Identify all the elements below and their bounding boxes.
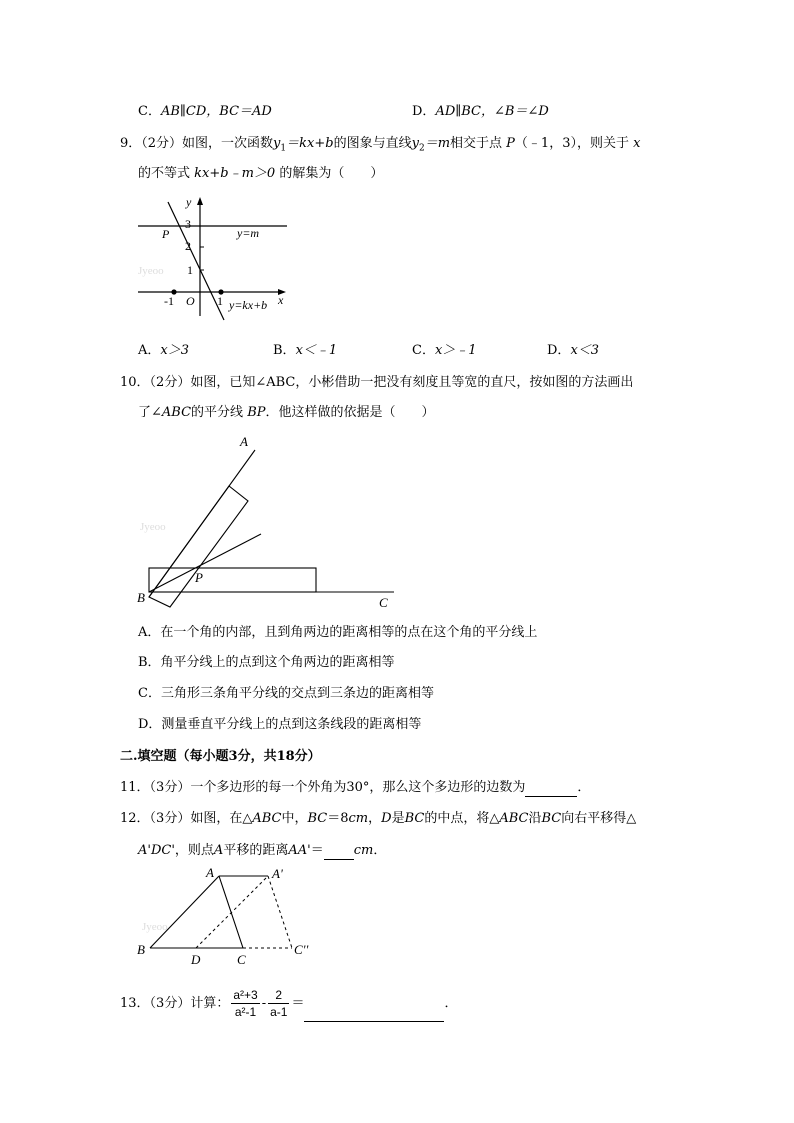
q8-option-d xyxy=(412,103,549,121)
tick-label-1: 1 xyxy=(187,263,193,277)
var: A xyxy=(213,843,224,858)
option-text: AB∥CD，BC＝AD xyxy=(160,104,272,119)
text: ． xyxy=(373,843,387,858)
y-axis-label: y xyxy=(186,195,192,209)
equation: ＝kx+b xyxy=(286,136,334,151)
fraction-denominator: a²-1 xyxy=(234,1005,257,1019)
label-p: P xyxy=(195,570,203,585)
text: 12．（3分）如图，在△ xyxy=(120,811,253,826)
label-a: A xyxy=(206,865,214,880)
bisector-bp xyxy=(149,534,261,592)
fraction-numerator: 2 xyxy=(268,987,289,1004)
var: P xyxy=(506,136,515,151)
text: ． xyxy=(577,780,591,795)
option-label: C． xyxy=(138,104,161,119)
q8-option-c xyxy=(138,103,272,121)
text: 9．（2分）如图，一次函数 xyxy=(120,136,274,151)
option-text: AD∥BC，∠B＝∠D xyxy=(435,104,549,119)
q10-option-d: D．测量垂直平分线上的点到这条线段的距离相等 xyxy=(138,717,422,732)
q10-option-a: A．在一个角的内部，且到角两边的距离相等的点在这个角的平分线上 xyxy=(138,625,538,640)
line-y-kxb xyxy=(168,202,224,320)
q9-figure xyxy=(132,192,297,322)
q11-stem xyxy=(120,779,590,797)
q9-option-c xyxy=(412,342,477,360)
q9-option-a xyxy=(138,342,189,360)
tick-label-2: 2 xyxy=(185,239,191,253)
line-k-label: y=kx+b xyxy=(229,298,268,312)
var: A'DC' xyxy=(138,843,175,858)
operator: - xyxy=(261,996,267,1011)
q9-option-d xyxy=(547,342,599,360)
var: x xyxy=(633,136,641,151)
label-b: B xyxy=(137,590,145,605)
q12-stem-line1 xyxy=(120,810,636,828)
var: ABC xyxy=(252,811,282,826)
fraction-2 xyxy=(268,987,289,1020)
line-m-label: y=m xyxy=(237,226,260,240)
q12-stem-line2 xyxy=(138,842,386,860)
q9-option-b xyxy=(273,342,337,360)
fraction-numerator: a²+3 xyxy=(233,988,258,1002)
var: ABC xyxy=(161,405,192,420)
text: 向右平移得△ xyxy=(561,811,637,826)
x-axis-label: x xyxy=(278,293,284,307)
section-heading: 二.填空题（每小题3分，共18分） xyxy=(120,749,321,764)
y-axis-arrow xyxy=(197,197,203,205)
label-d: D xyxy=(191,952,201,967)
option-label: B． xyxy=(273,343,296,358)
label-a: A xyxy=(240,434,248,449)
text: ，则点 xyxy=(174,843,214,858)
q10-option-b: B．角平分线上的点到这个角两边的距离相等 xyxy=(138,655,395,670)
text: ＝ xyxy=(310,843,324,858)
text: 中， xyxy=(281,811,308,826)
watermark: Jyeoo xyxy=(140,521,166,533)
subscript: 2 xyxy=(418,143,425,154)
side-a2c2 xyxy=(268,876,292,948)
q10-stem-line2 xyxy=(138,404,435,422)
ruler-horizontal xyxy=(149,568,316,592)
option-text: x＜﹣1 xyxy=(295,343,338,358)
q13-stem xyxy=(120,986,457,1022)
inequality: kx+b﹣m＞0 xyxy=(194,166,276,181)
text: ．他这样做的依据是（ ） xyxy=(265,405,435,420)
q10-option-c: C．三角形三条角平分线的交点到三条边的距离相等 xyxy=(138,686,434,701)
watermark: Jyeoo xyxy=(142,921,168,933)
option-label: C． xyxy=(412,343,435,358)
text: ． xyxy=(444,996,458,1011)
answer-blank[interactable] xyxy=(324,859,354,860)
q9-stem-line1 xyxy=(120,135,640,158)
var: y xyxy=(273,136,281,151)
text: 平移的距离 xyxy=(223,843,289,858)
var: D xyxy=(381,811,392,826)
text: ， xyxy=(368,811,382,826)
tick-label-3: 3 xyxy=(185,217,191,231)
label-c: C xyxy=(237,952,246,967)
label-c: C xyxy=(379,595,388,610)
text: 的图象与直线 xyxy=(333,136,412,151)
option-text: x＞3 xyxy=(160,343,189,358)
side-ac xyxy=(219,876,243,948)
label-b: B xyxy=(137,942,145,957)
watermark: Jyeoo xyxy=(138,265,164,277)
text: 的平分线 xyxy=(191,405,244,420)
var: ABC xyxy=(499,811,529,826)
origin-label: O xyxy=(186,294,195,308)
var: BC xyxy=(404,811,425,826)
tick-label-minus1: -1 xyxy=(164,294,174,308)
subscript: 1 xyxy=(280,143,287,154)
q10-stem-line1 xyxy=(120,374,633,392)
side-ab xyxy=(150,876,219,948)
text: 11．（3分）一个多边形的每一个外角为30°，那么这个多边形的边数为 xyxy=(120,780,526,795)
text: 相交于点 xyxy=(450,136,503,151)
unit: cm xyxy=(348,811,369,826)
var: BC xyxy=(307,811,328,826)
q9-stem-line2 xyxy=(138,165,383,183)
option-text: x＜3 xyxy=(570,343,600,358)
text: 的不等式 xyxy=(138,166,191,181)
fraction-1 xyxy=(231,987,259,1020)
label-a-prime: A' xyxy=(272,866,283,881)
fraction-denominator: a-1 xyxy=(270,1005,288,1019)
text: 的中点，将△ xyxy=(424,811,500,826)
var: y xyxy=(411,136,419,151)
answer-blank[interactable] xyxy=(304,999,444,1022)
unit: cm xyxy=(353,843,374,858)
side-a2d xyxy=(196,876,268,948)
text: 10．（2分）如图，已知∠ABC，小彬借助一把没有刻度且等宽的直尺，按如图的方法画出 xyxy=(120,375,634,390)
answer-blank[interactable] xyxy=(525,796,577,797)
operator: ＝ xyxy=(291,996,305,1011)
q12-figure xyxy=(134,864,324,970)
text: 了∠ xyxy=(138,405,162,420)
var: BP xyxy=(247,405,266,420)
q10-figure xyxy=(134,430,404,615)
text: ＝8 xyxy=(327,811,349,826)
option-label: A． xyxy=(138,343,161,358)
text: 沿 xyxy=(528,811,542,826)
text: 的解集为（ ） xyxy=(279,166,384,181)
option-label: D． xyxy=(547,343,571,358)
var: AA' xyxy=(288,843,311,858)
text: 是 xyxy=(391,811,405,826)
ruler-tilted xyxy=(149,486,248,607)
option-text: x＞﹣1 xyxy=(434,343,477,358)
text: 13．（3分）计算： xyxy=(120,996,230,1011)
option-label: D． xyxy=(412,104,436,119)
label-c-prime: C'' xyxy=(294,942,309,957)
point-p-label: P xyxy=(162,227,170,241)
tick-label-plus1: 1 xyxy=(217,294,223,308)
equation: ＝m xyxy=(424,136,451,151)
var: BC xyxy=(541,811,562,826)
text: （﹣1，3），则关于 xyxy=(514,136,629,151)
